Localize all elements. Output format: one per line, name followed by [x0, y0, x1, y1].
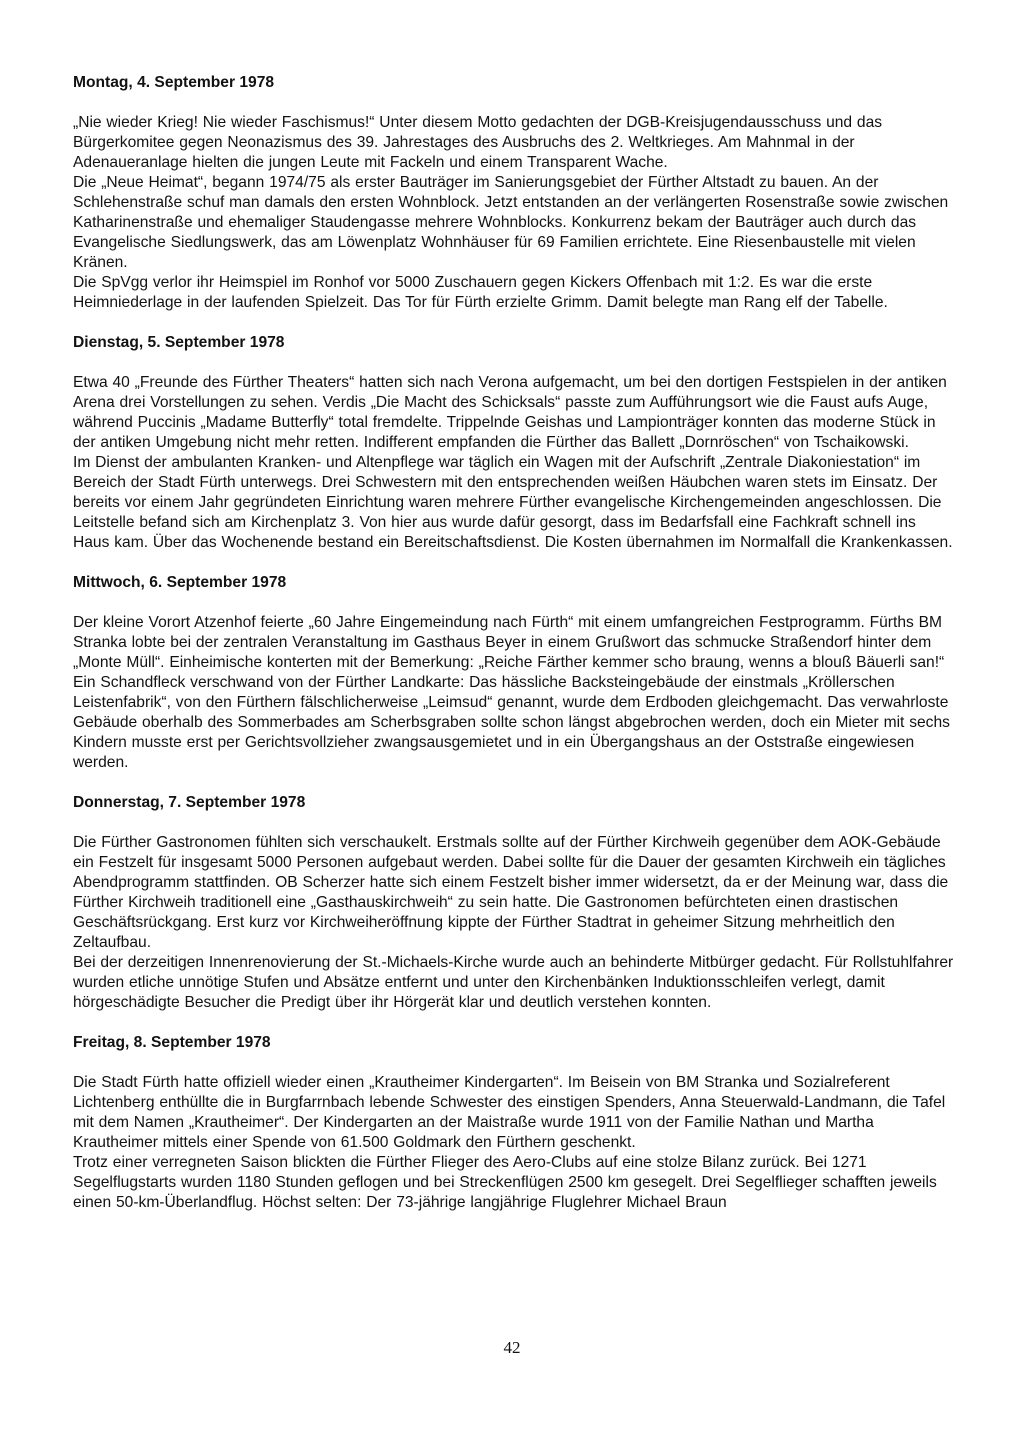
paragraph: Die Fürther Gastronomen fühlten sich verschaukelt. Erstmals sollte auf der Fürther Kirchweih gegenüber dem AOK-Gebäude ein Festzelt für insgesamt 5000 Personen aufgebaut werden. Dabei sollte für die Dauer der gesamten Kirchweih ein tägliches Abendprogramm stattfinden. OB Scherzer hatte sich einem Festzelt bisher immer widersetzt, da er der Meinung war, dass die Fürther Kirchweih traditionell eine „Gasthauskirchweih“ zu sein hatte. Die Gastronomen befürchteten einen drastischen Geschäftsrückgang. Erst kurz vor Kirchweiheröffnung kippte der Fürther Stadtrat in geheimer Sitzung mehrheitlich den Zeltaufbau.: [73, 834, 949, 951]
paragraph: Die SpVgg verlor ihr Heimspiel im Ronhof vor 5000 Zuschauern gegen Kickers Offenbach mit 1:2. Es war die erste Heimniederlage in der laufenden Spielzeit. Das Tor für Fürth erzielte Grimm. Damit belegte man Rang elf der Tabelle.: [73, 274, 888, 311]
paragraph: Im Dienst der ambulanten Kranken- und Altenpflege war täglich ein Wagen mit der Aufschrift „Zentrale Diakoniestation“ im Bereich der Stadt Fürth unterwegs. Drei Schwestern mit den entsprechenden weißen Häubchen waren stets im Einsatz. Der bereits vor einem Jahr gegründeten Einrichtung waren mehrere Fürther evangelische Kirchengemeinden angeschlossen. Die Leitstelle befand sich am Kirchenplatz 3. Von hier aus wurde dafür gesorgt, dass im Bedarfsfall eine Fachkraft schnell ins Haus kam. Über das Wochenende bestand ein Bereitschaftsdienst. Die Kosten übernahmen im Normalfall die Krankenkassen.: [73, 454, 953, 551]
paragraph: Bei der derzeitigen Innenrenovierung der St.-Michaels-Kirche wurde auch an behinderte Mitbürger gedacht. Für Rollstuhlfahrer wurden etliche unnötige Stufen und Absätze entfernt und unter den Kirchenbänken Induktionsschleifen verlegt, damit hörgeschädigte Besucher die Predigt über ihr Hörgerät klar und deutlich verstehen konnten.: [73, 954, 954, 1011]
section-mittwoch-6-september: [73, 573, 955, 773]
section-heading: Freitag, 8. September 1978: [73, 1034, 271, 1051]
section-heading: Mittwoch, 6. September 1978: [73, 574, 287, 591]
section-donnerstag-7-september: [73, 793, 955, 1013]
page-number: 42: [503, 1338, 521, 1357]
paragraph: Trotz einer verregneten Saison blickten die Fürther Flieger des Aero-Clubs auf eine stolze Bilanz zurück. Bei 1271 Segelflugstarts wurden 1180 Stunden geflogen und bei Streckenflügen 2500 km gesegelt. Drei Segelflieger schafften jeweils einen 50-km-Überlandflug. Höchst selten: Der 73-jährige langjährige Fluglehrer Michael Braun: [73, 1154, 937, 1211]
paragraph: Der kleine Vorort Atzenhof feierte „60 Jahre Eingemeindung nach Fürth“ mit einem umfangreichen Festprogramm. Fürths BM Stranka lobte bei der zentralen Veranstaltung im Gasthaus Beyer in einem Grußwort das schmucke Straßendorf hinter dem „Monte Müll“. Einheimische konterten mit der Bemerkung: „Reiche Färther kemmer scho braung, wenns a blouß Bäuerli san!“: [73, 614, 945, 671]
section-freitag-8-september: [73, 1033, 955, 1213]
paragraph: Etwa 40 „Freunde des Fürther Theaters“ hatten sich nach Verona aufgemacht, um bei den dortigen Festspielen in der antiken Arena drei Vorstellungen zu sehen. Verdis „Die Macht des Schicksals“ passte zum Aufführungsort wie die Faust aufs Auge, während Puccinis „Madame Butterfly“ total fremdelte. Trippelnde Geishas und Lampionträger konnten das moderne Stück in der antiken Umgebung nicht mehr retten. Indifferent empfanden die Fürther das Ballett „Dornröschen“ von Tschaikowski.: [73, 374, 947, 451]
paragraph: Die „Neue Heimat“, begann 1974/75 als erster Bauträger im Sanierungsgebiet der Fürther Altstadt zu bauen. An der Schlehenstraße schuf man damals den ersten Wohnblock. Jetzt entstanden an der verlängerten Rosenstraße sowie zwischen Katharinenstraße und ehemaliger Staudengasse mehrere Wohnblocks. Konkurrenz bekam der Bauträger auch durch das Evangelische Siedlungswerk, das am Löwenplatz Wohnhäuser für 69 Familien errichtete. Eine Riesenbaustelle mit vielen Kränen.: [73, 174, 949, 271]
paragraph: Ein Schandfleck verschwand von der Fürther Landkarte: Das hässliche Backsteingebäude der einstmals „Kröllerschen Leistenfabrik“, von den Fürthern fälschlicherweise „Leimsud“ genannt, wurde dem Erdboden gleichgemacht. Das verwahrloste Gebäude oberhalb des Sommerbades am Scherbsgraben sollte schon längst abgebrochen werden, doch ein Mieter mit sechs Kindern musste erst per Gerichtsvollzieher zwangsausgemietet und in ein Übergangshaus an der Oststraße eingewiesen werden.: [73, 674, 950, 771]
section-heading: Montag, 4. September 1978: [73, 74, 275, 91]
section-heading: Donnerstag, 7. September 1978: [73, 794, 306, 811]
document-page: [73, 73, 955, 1233]
section-montag-4-september: [73, 73, 955, 313]
section-heading: Dienstag, 5. September 1978: [73, 334, 285, 351]
section-dienstag-5-september: [73, 333, 955, 553]
paragraph: Die Stadt Fürth hatte offiziell wieder einen „Krautheimer Kindergarten“. Im Beisein von BM Stranka und Sozialreferent Lichtenberg enthüllte die in Burgfarrnbach lebende Schwester des einstigen Spenders, Anna Steuerwald-Landmann, die Tafel mit dem Namen „Krautheimer“. Der Kindergarten an der Maistraße wurde 1911 von der Familie Nathan und Martha Krautheimer mittels einer Spende von 61.500 Goldmark den Fürthern geschenkt.: [73, 1074, 946, 1151]
paragraph: „Nie wieder Krieg! Nie wieder Faschismus!“ Unter diesem Motto gedachten der DGB-Kreisjugendausschuss und das Bürgerkomitee gegen Neonazismus des 39. Jahrestages des Ausbruchs des 2. Weltkrieges. Am Mahnmal in der Adenaueranlage hielten die jungen Leute mit Fackeln und einem Transparent Wache.: [73, 114, 883, 171]
